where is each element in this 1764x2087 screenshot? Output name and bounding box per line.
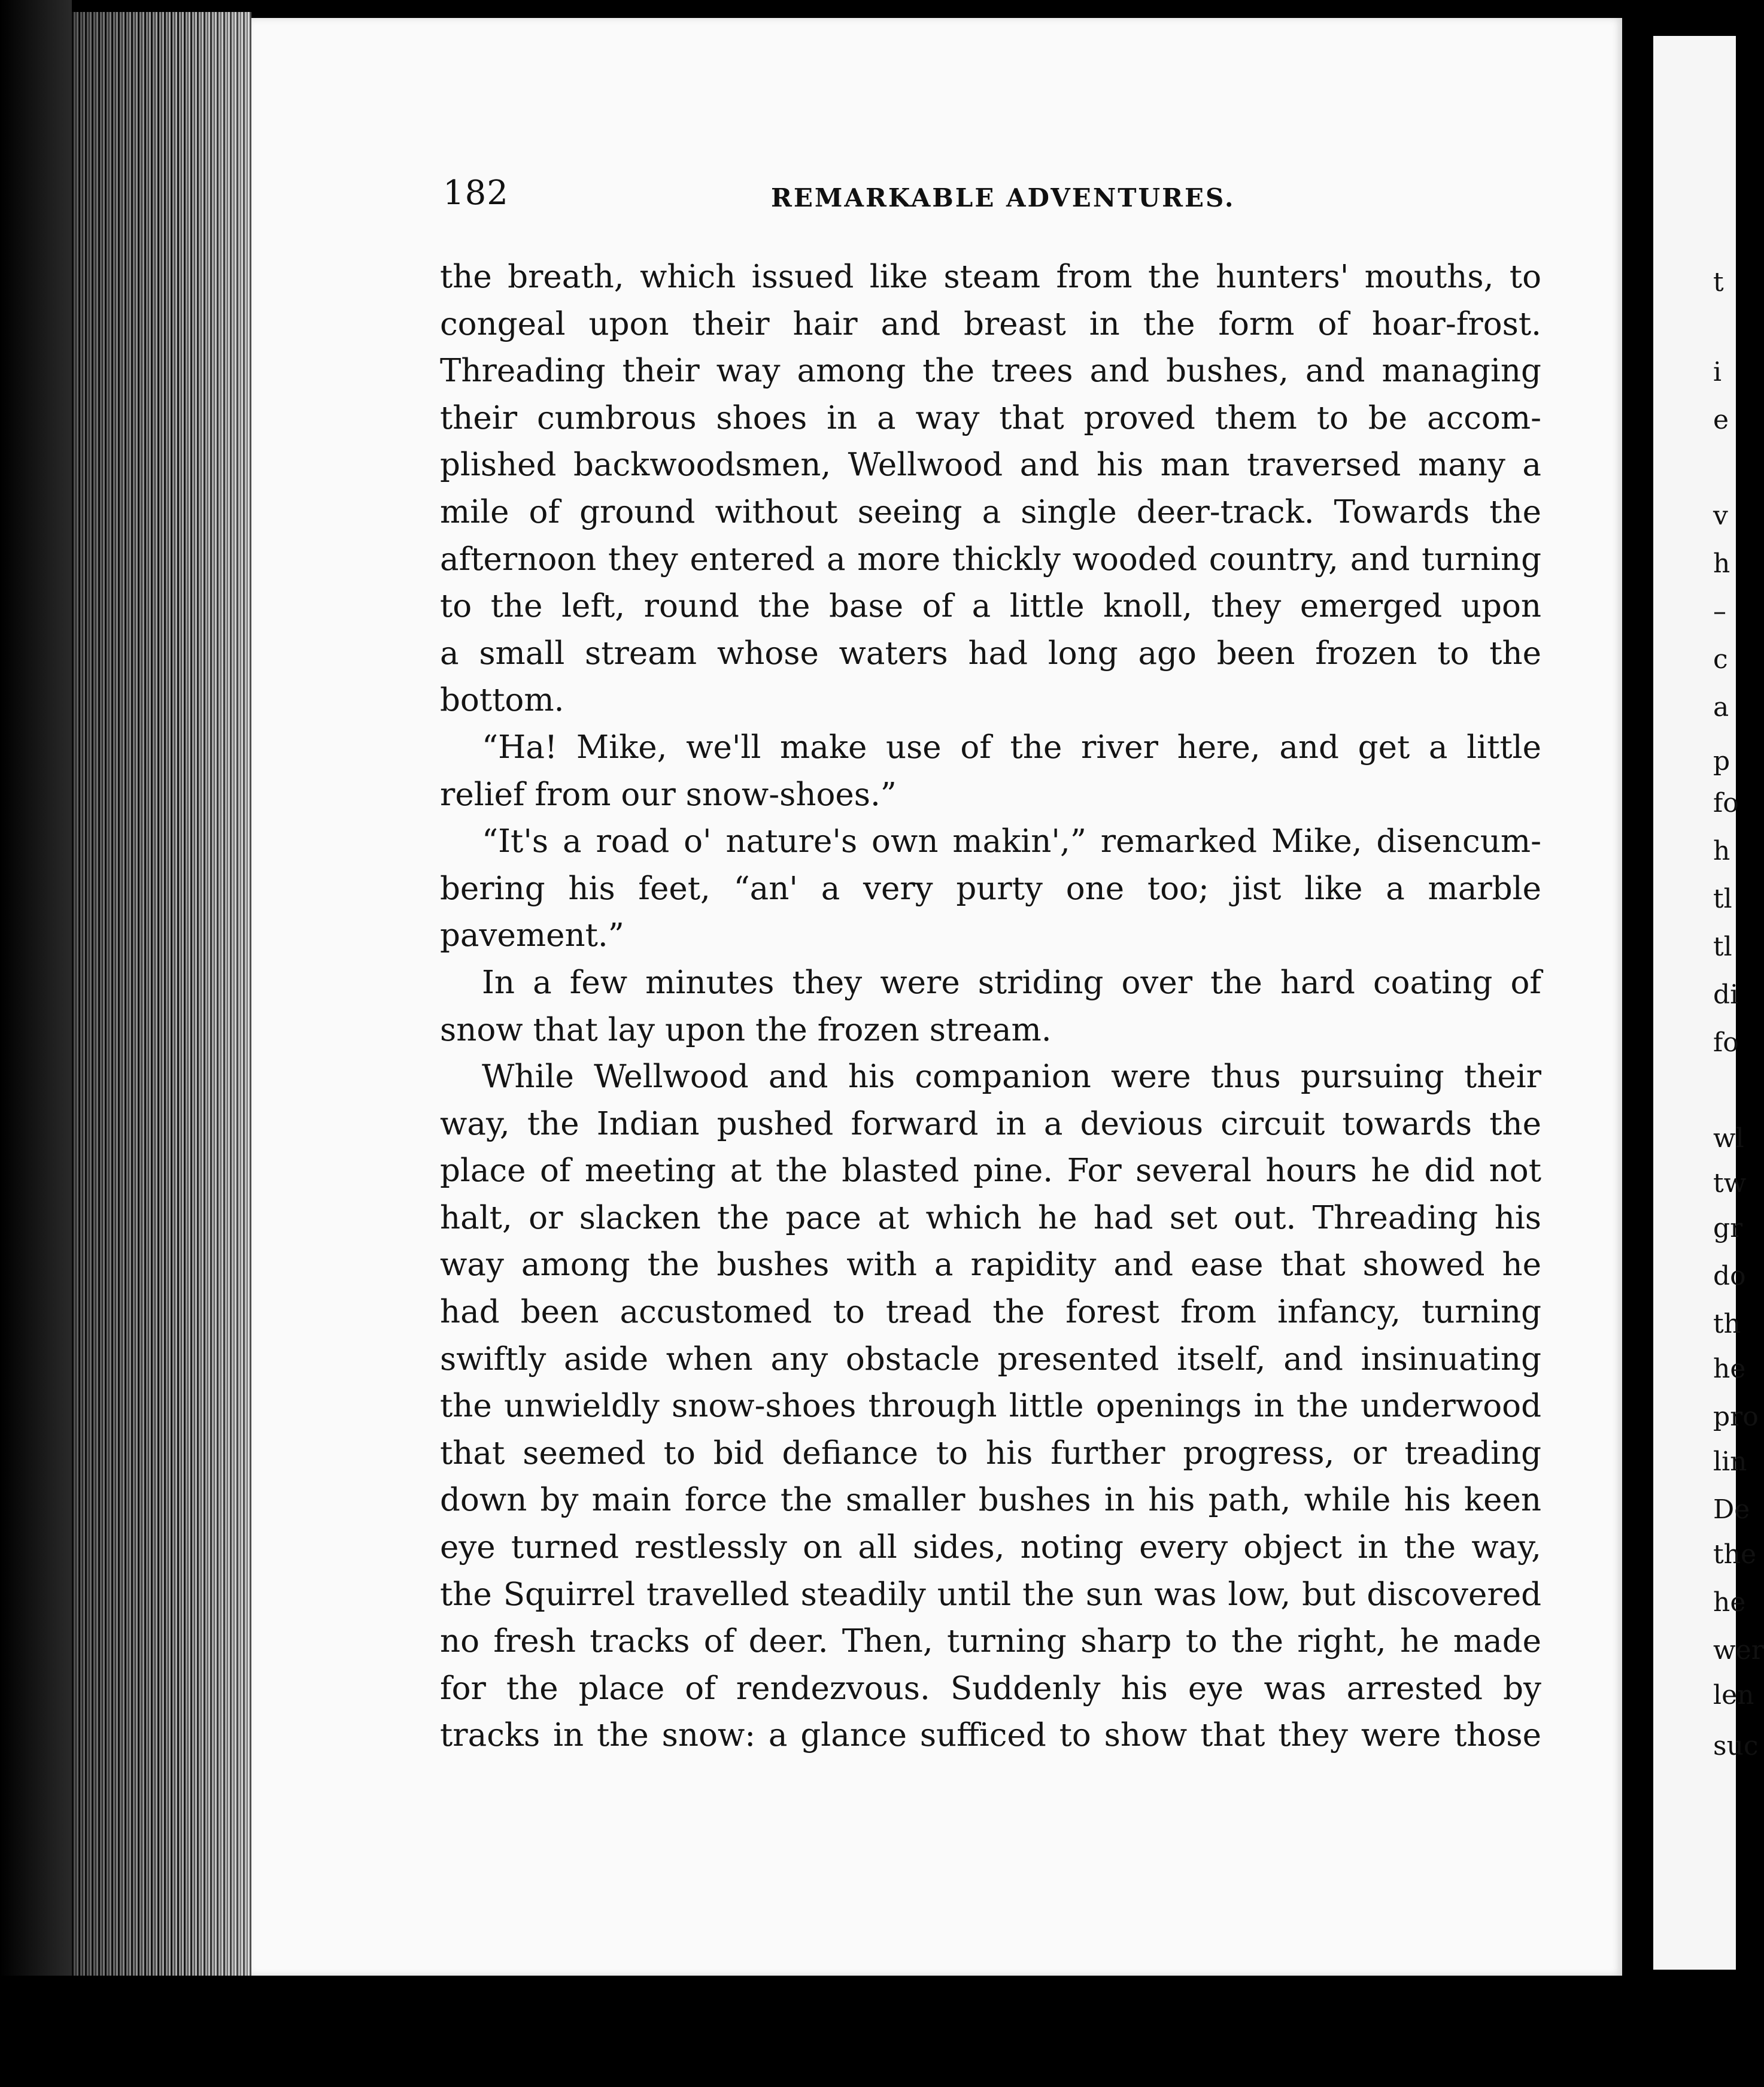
facing-page-fragment: he (1713, 1587, 1746, 1618)
facing-page-fragment: th (1713, 1309, 1741, 1339)
facing-page-fragment: c (1713, 644, 1728, 675)
facing-page-fragment: – (1713, 596, 1726, 627)
text-line: way among the bushes with a rapidity and ease that showed he (440, 1246, 1541, 1284)
facing-page-fragment: tl (1713, 932, 1732, 962)
facing-page-fragment: De (1713, 1494, 1750, 1525)
facing-page-fragment: t (1713, 267, 1724, 298)
text-line: “Ha! Mike, we'll make use of the river here, and get a little (482, 729, 1541, 766)
body-text (440, 254, 1541, 1760)
text-line: no fresh tracks of deer. Then, turning sharp to the right, he made (440, 1623, 1541, 1660)
facing-page-fragment: suc (1713, 1731, 1759, 1761)
facing-page-fragment: wer (1713, 1635, 1764, 1666)
text-line: relief from our snow-shoes.” (440, 776, 897, 813)
text-line: a small stream whose waters had long ago been frozen to the (440, 635, 1541, 672)
text-line: bottom. (440, 682, 564, 719)
facing-page-fragment: fo (1713, 1027, 1739, 1058)
text-line: for the place of rendezvous. Suddenly his eye was arrested by (440, 1670, 1541, 1707)
facing-page-fragment: di (1713, 979, 1739, 1010)
text-line: had been accustomed to tread the forest from infancy, turning (440, 1294, 1541, 1331)
text-line: eye turned restlessly on all sides, noting every object in the way, (440, 1529, 1541, 1566)
text-line: that seemed to bid defiance to his further progress, or treading (440, 1434, 1541, 1472)
facing-page-fragment: the (1713, 1539, 1757, 1570)
text-line: snow that lay upon the frozen stream. (440, 1011, 1052, 1048)
text-line: place of meeting at the blasted pine. For several hours he did not (440, 1152, 1541, 1190)
text-line: In a few minutes they were striding over the hard coating of (482, 964, 1541, 1001)
text-line: congeal upon their hair and breast in the form of hoar-frost. (440, 305, 1541, 342)
text-line: way, the Indian pushed forward in a devious circuit towards the (440, 1105, 1541, 1142)
text-line: swiftly aside when any obstacle presented itself, and insinuating (440, 1340, 1541, 1378)
page-edges-shadow (72, 12, 251, 1976)
facing-page-fragment: tw (1713, 1168, 1747, 1199)
page-number: 182 (443, 174, 509, 213)
facing-page-fragment: he (1713, 1354, 1746, 1384)
facing-page-fragment: h (1713, 548, 1730, 579)
facing-page-fragment: fo (1713, 788, 1739, 818)
text-line: the unwieldly snow-shoes through little openings in the underwood (440, 1388, 1541, 1425)
text-line: Threading their way among the trees and bushes, and managing (440, 353, 1541, 390)
text-line: down by main force the smaller bushes in his path, while his keen (440, 1482, 1541, 1519)
scan-bottom-edge (0, 1976, 1736, 2087)
facing-page-fragment: e (1713, 405, 1729, 435)
text-line: afternoon they entered a more thickly wooded country, and turning (440, 541, 1541, 578)
text-line: plished backwoodsmen, Wellwood and his man traversed many a (440, 447, 1541, 484)
text-line: mile of ground without seeing a single deer-track. Towards the (440, 493, 1541, 530)
text-line: the Squirrel travelled steadily until the sun was low, but discovered (440, 1576, 1541, 1613)
facing-page-fragment: lin (1713, 1446, 1747, 1477)
text-line: their cumbrous shoes in a way that proved them to be accom- (440, 399, 1541, 436)
text-line: While Wellwood and his companion were thus pursuing their (482, 1058, 1541, 1096)
facing-page-fragment: v (1713, 500, 1728, 531)
facing-page-fragment: p (1713, 746, 1730, 776)
book-gutter (1622, 0, 1653, 2087)
facing-page-fragment: i (1713, 357, 1722, 387)
running-head: REMARKABLE ADVENTURES. (771, 183, 1235, 213)
facing-page-fragment: pro (1713, 1402, 1759, 1432)
text-line: to the left, round the base of a little knoll, they emerged upon (440, 588, 1541, 625)
facing-page-fragment: len (1713, 1680, 1754, 1710)
facing-page-fragment: tl (1713, 884, 1732, 914)
text-line: the breath, which issued like steam from the hunters' mouths, to (440, 259, 1541, 295)
text-line: pavement.” (440, 917, 624, 954)
text-line: tracks in the snow: a glance sufficed to show that they were those (440, 1717, 1541, 1754)
page-header (443, 174, 1538, 222)
text-line: “It's a road o' nature's own makin',” remarked Mike, disencum- (482, 823, 1541, 860)
text-line: halt, or slacken the pace at which he had set out. Threading his (440, 1199, 1541, 1236)
facing-page-fragment: h (1713, 836, 1730, 866)
text-line: bering his feet, “an' a very purty one too; jist like a marble (440, 870, 1541, 907)
scan-left-edge (0, 0, 72, 2087)
facing-page-fragment: a (1713, 692, 1729, 723)
facing-page-fragment: gr (1713, 1213, 1743, 1243)
facing-page-fragment: do (1713, 1261, 1746, 1291)
facing-page-fragment: wl (1713, 1123, 1744, 1154)
